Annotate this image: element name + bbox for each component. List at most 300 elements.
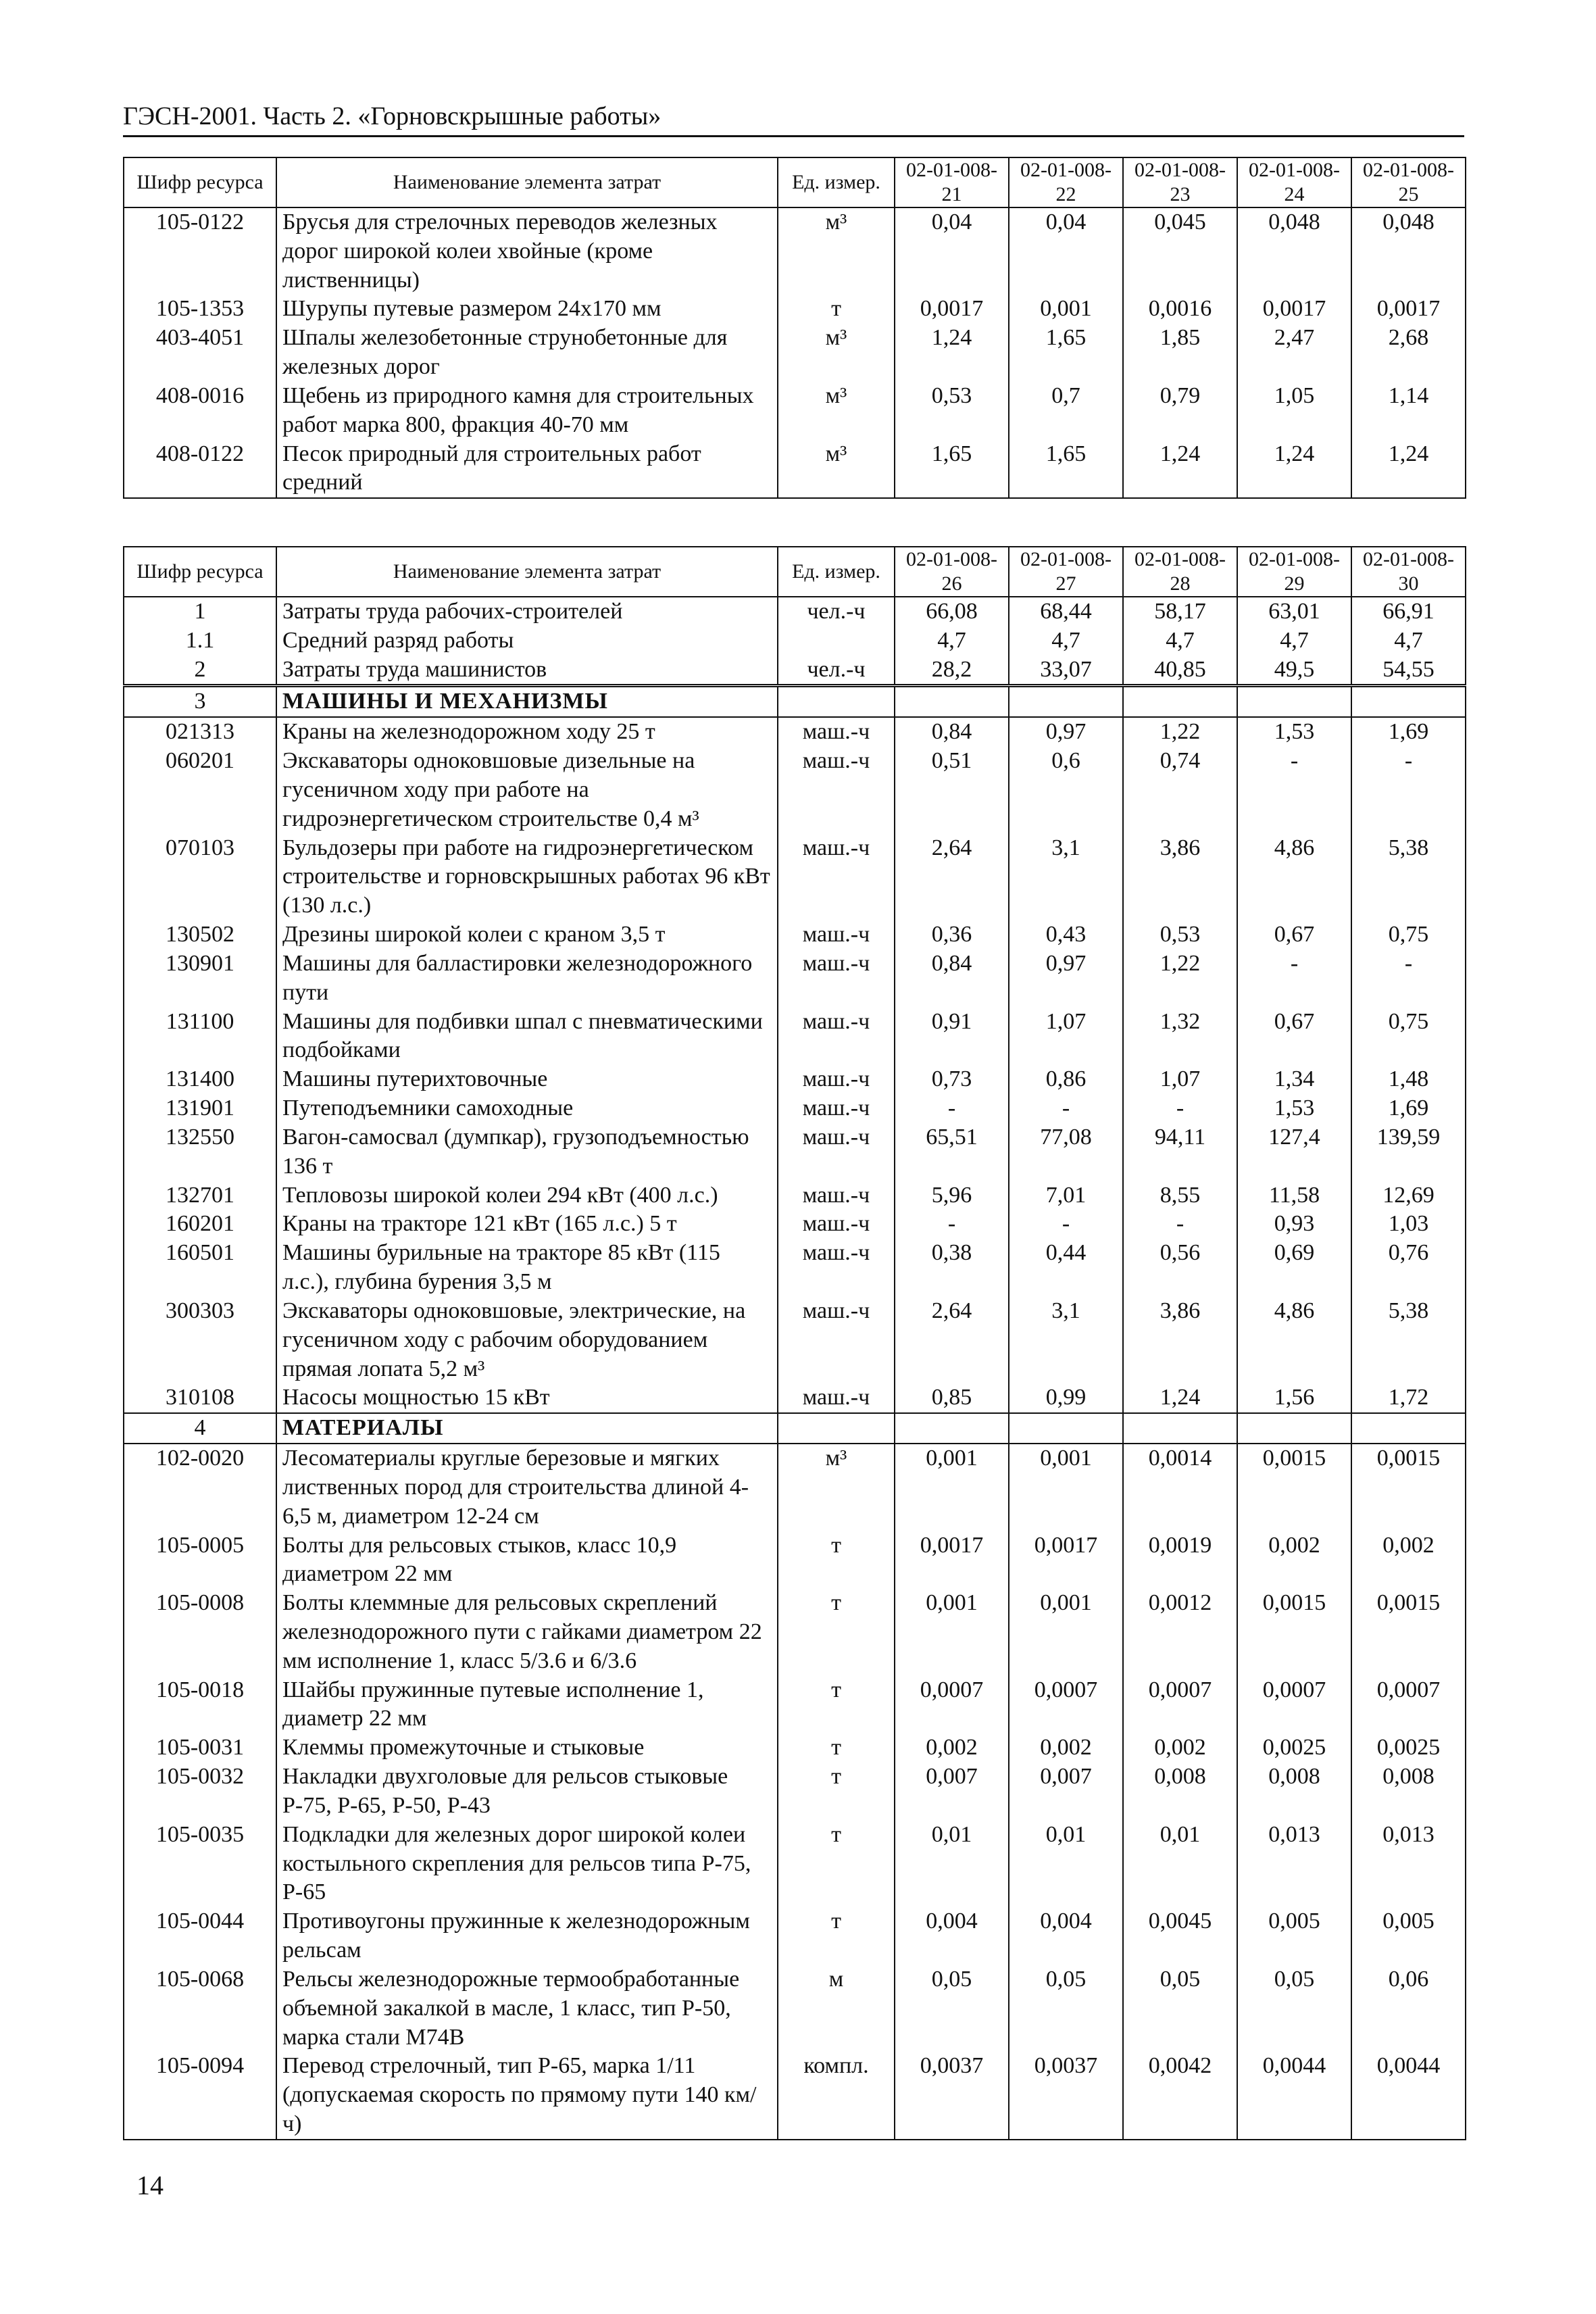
cell-name: Машины для балластировки железнодорожного пути xyxy=(276,950,778,1008)
cell-name: Тепловозы широкой колеи 294 кВт (400 л.с.) xyxy=(276,1181,778,1210)
cell-value: 0,91 xyxy=(895,1008,1009,1066)
cell-unit: маш.-ч xyxy=(778,1008,895,1066)
column-header: 02-01-008-21 xyxy=(895,157,1009,207)
cell-value: 0,0015 xyxy=(1237,1589,1351,1675)
cell-value: 0,79 xyxy=(1123,382,1237,440)
cell-value: 1,32 xyxy=(1123,1008,1237,1066)
cell-value: 1,53 xyxy=(1237,1094,1351,1123)
cell-name: Краны на тракторе 121 кВт (165 л.с.) 5 т xyxy=(276,1210,778,1239)
cell-value: 0,05 xyxy=(1009,1965,1123,2052)
cell-value: 1,24 xyxy=(1123,1383,1237,1413)
cell-value: 0,0019 xyxy=(1123,1531,1237,1590)
cell-value: 0,0045 xyxy=(1123,1907,1237,1965)
cell-name: Брусья для стрелочных переводов железных дорог широкой колеи хвойные (кроме лиственницы) xyxy=(276,207,778,295)
cell-value: - xyxy=(1123,1094,1237,1123)
cell-unit xyxy=(778,626,895,656)
cell-value: - xyxy=(1009,1094,1123,1123)
cell-name: Шайбы пружинные путевые исполнение 1, диаметр 22 мм xyxy=(276,1676,778,1734)
table-row xyxy=(124,1065,1466,1094)
cell-value: 11,58 xyxy=(1237,1181,1351,1210)
cell-value: 4,7 xyxy=(1123,626,1237,656)
table-row xyxy=(124,950,1466,1008)
table-row xyxy=(124,656,1466,686)
table-body xyxy=(124,207,1466,498)
cell-value: 1,69 xyxy=(1351,717,1466,747)
cell-name: Рельсы железнодорожные термообработанные объемной закалкой в масле, 1 класс, тип Р-50, марка стали М74В xyxy=(276,1965,778,2052)
cell-value: 0,048 xyxy=(1351,207,1466,295)
cell-value: 2,64 xyxy=(895,834,1009,920)
cell-value: 5,96 xyxy=(895,1181,1009,1210)
cell-value: 0,0025 xyxy=(1351,1733,1466,1763)
table-row xyxy=(124,1821,1466,1907)
cell-value: 3,86 xyxy=(1123,834,1237,920)
cell-code: 2 xyxy=(124,656,276,686)
column-header: Ед. измер. xyxy=(778,157,895,207)
cell-value: 3,1 xyxy=(1009,1297,1123,1383)
cell-value: 0,002 xyxy=(1237,1531,1351,1590)
cell-value: 0,001 xyxy=(1009,295,1123,324)
cell-code: 1.1 xyxy=(124,626,276,656)
cell-value: 0,0007 xyxy=(1351,1676,1466,1734)
cell-code: 105-0018 xyxy=(124,1676,276,1734)
cell-unit: м³ xyxy=(778,382,895,440)
cell-value: 0,001 xyxy=(895,1444,1009,1531)
cell-value: 0,008 xyxy=(1123,1763,1237,1821)
cell-value: 0,0025 xyxy=(1237,1733,1351,1763)
cell-code: 408-0122 xyxy=(124,440,276,499)
cell-name: Вагон-самосвал (думпкар), грузоподъемностью 136 т xyxy=(276,1123,778,1181)
cell-value: 1,53 xyxy=(1237,717,1351,747)
table-row xyxy=(124,324,1466,382)
cell-value: 1,56 xyxy=(1237,1383,1351,1413)
cell-name: Противоугоны пружинные к железнодорожным рельсам xyxy=(276,1907,778,1965)
cell-value: 0,53 xyxy=(895,382,1009,440)
cell-value: 66,91 xyxy=(1351,597,1466,626)
table-row xyxy=(124,717,1466,747)
cell-value: 77,08 xyxy=(1009,1123,1123,1181)
cell-value: - xyxy=(1237,747,1351,833)
cell-unit: т xyxy=(778,1589,895,1675)
cell-value: 0,0017 xyxy=(895,1531,1009,1590)
cell-value: 1,07 xyxy=(1123,1065,1237,1094)
resource-table-1 xyxy=(123,157,1466,499)
cell-value: 4,7 xyxy=(1351,626,1466,656)
table-row xyxy=(124,1123,1466,1181)
cell-value: 0,84 xyxy=(895,717,1009,747)
cell-value: 0,0015 xyxy=(1351,1444,1466,1531)
cell-name: Машины для подбивки шпал с пневматическими подбойками xyxy=(276,1008,778,1066)
table-row xyxy=(124,2052,1466,2139)
cell-unit: маш.-ч xyxy=(778,1094,895,1123)
cell-value: 5,38 xyxy=(1351,834,1466,920)
table-row xyxy=(124,1907,1466,1965)
cell-value: - xyxy=(1009,1210,1123,1239)
cell-value: 54,55 xyxy=(1351,656,1466,686)
cell-value: 0,06 xyxy=(1351,1965,1466,2052)
cell-unit: чел.-ч xyxy=(778,656,895,686)
column-header: 02-01-008-29 xyxy=(1237,547,1351,597)
cell-unit xyxy=(778,686,895,717)
cell-unit: маш.-ч xyxy=(778,834,895,920)
cell-code: 3 xyxy=(124,686,276,717)
cell-value: 0,38 xyxy=(895,1239,1009,1297)
cell-name: Лесоматериалы круглые березовые и мягких лиственных пород для строительства длиной 4-6,5 м, диаметром 12-24 см xyxy=(276,1444,778,1531)
cell-value: 0,008 xyxy=(1237,1763,1351,1821)
table-header-row xyxy=(124,157,1466,207)
cell-code: 105-0035 xyxy=(124,1821,276,1907)
cell-value: 1,05 xyxy=(1237,382,1351,440)
cell-value: 0,75 xyxy=(1351,1008,1466,1066)
cell-code: 310108 xyxy=(124,1383,276,1413)
cell-value: 0,007 xyxy=(895,1763,1009,1821)
cell-value: 0,0017 xyxy=(1009,1531,1123,1590)
cell-unit: м³ xyxy=(778,207,895,295)
cell-value: 1,24 xyxy=(1123,440,1237,499)
cell-value: 0,43 xyxy=(1009,920,1123,950)
cell-value: - xyxy=(895,1094,1009,1123)
cell-unit xyxy=(778,1413,895,1444)
cell-name: Экскаваторы одноковшовые дизельные на гусеничном ходу при работе на гидроэнергетическом строительстве 0,4 м³ xyxy=(276,747,778,833)
cell-code: 131901 xyxy=(124,1094,276,1123)
cell-code: 4 xyxy=(124,1413,276,1444)
cell-value: 4,7 xyxy=(895,626,1009,656)
cell-value: 0,0012 xyxy=(1123,1589,1237,1675)
cell-value: 1,65 xyxy=(895,440,1009,499)
cell-value xyxy=(895,686,1009,717)
cell-code: 408-0016 xyxy=(124,382,276,440)
cell-unit: т xyxy=(778,1531,895,1590)
cell-value: - xyxy=(895,1210,1009,1239)
cell-value: 0,69 xyxy=(1237,1239,1351,1297)
cell-value: 63,01 xyxy=(1237,597,1351,626)
cell-code: 105-0044 xyxy=(124,1907,276,1965)
cell-value: 0,67 xyxy=(1237,920,1351,950)
cell-code: 105-0068 xyxy=(124,1965,276,2052)
cell-value: 1,34 xyxy=(1237,1065,1351,1094)
cell-unit: м xyxy=(778,1965,895,2052)
cell-value xyxy=(1351,1413,1466,1444)
table-row xyxy=(124,382,1466,440)
table-row xyxy=(124,1181,1466,1210)
cell-name: Машины путерихтовочные xyxy=(276,1065,778,1094)
cell-value: 1,72 xyxy=(1351,1383,1466,1413)
cell-value: 0,05 xyxy=(1123,1965,1237,2052)
cell-value: 0,013 xyxy=(1237,1821,1351,1907)
cell-unit: м³ xyxy=(778,440,895,499)
cell-value: 0,013 xyxy=(1351,1821,1466,1907)
cell-code: 105-0032 xyxy=(124,1763,276,1821)
cell-value: 0,0044 xyxy=(1351,2052,1466,2139)
cell-value: 0,05 xyxy=(1237,1965,1351,2052)
cell-name: Песок природный для строительных работ средний xyxy=(276,440,778,499)
cell-unit: маш.-ч xyxy=(778,1239,895,1297)
cell-code: 130901 xyxy=(124,950,276,1008)
column-header: Наименование элемента затрат xyxy=(276,547,778,597)
cell-value: 0,01 xyxy=(895,1821,1009,1907)
cell-code: 105-0005 xyxy=(124,1531,276,1590)
cell-value xyxy=(1009,1413,1123,1444)
cell-value: 0,0017 xyxy=(1237,295,1351,324)
cell-value: 139,59 xyxy=(1351,1123,1466,1181)
cell-value: - xyxy=(1351,747,1466,833)
cell-value: 28,2 xyxy=(895,656,1009,686)
cell-code: 105-0094 xyxy=(124,2052,276,2139)
cell-value: 0,005 xyxy=(1237,1907,1351,1965)
cell-value: 1,03 xyxy=(1351,1210,1466,1239)
cell-value xyxy=(1237,686,1351,717)
cell-name: Затраты труда машинистов xyxy=(276,656,778,686)
cell-unit: т xyxy=(778,1733,895,1763)
cell-unit: т xyxy=(778,295,895,324)
table-row xyxy=(124,440,1466,499)
cell-unit: маш.-ч xyxy=(778,717,895,747)
cell-value: 0,0007 xyxy=(1237,1676,1351,1734)
cell-name: Подкладки для железных дорог широкой колеи костыльного скрепления для рельсов типа Р-75, Р-65 xyxy=(276,1821,778,1907)
cell-value: 0,002 xyxy=(895,1733,1009,1763)
cell-value: 3,1 xyxy=(1009,834,1123,920)
cell-value: 3,86 xyxy=(1123,1297,1237,1383)
cell-value: 0,05 xyxy=(895,1965,1009,2052)
cell-value: 4,86 xyxy=(1237,1297,1351,1383)
cell-value: 0,048 xyxy=(1237,207,1351,295)
cell-value: 0,86 xyxy=(1009,1065,1123,1094)
cell-value: 0,99 xyxy=(1009,1383,1123,1413)
cell-value: 0,73 xyxy=(895,1065,1009,1094)
cell-unit: м³ xyxy=(778,324,895,382)
column-header: 02-01-008-26 xyxy=(895,547,1009,597)
cell-unit: маш.-ч xyxy=(778,920,895,950)
cell-code: 160501 xyxy=(124,1239,276,1297)
cell-value: 4,86 xyxy=(1237,834,1351,920)
cell-value: 0,0037 xyxy=(1009,2052,1123,2139)
cell-value: - xyxy=(1351,950,1466,1008)
section-row xyxy=(124,686,1466,717)
column-header: 02-01-008-22 xyxy=(1009,157,1123,207)
cell-value: 2,68 xyxy=(1351,324,1466,382)
cell-value: 0,53 xyxy=(1123,920,1237,950)
table-row xyxy=(124,1589,1466,1675)
cell-value: 0,007 xyxy=(1009,1763,1123,1821)
cell-code: 021313 xyxy=(124,717,276,747)
cell-value: 8,55 xyxy=(1123,1181,1237,1210)
cell-unit: т xyxy=(778,1907,895,1965)
cell-unit: маш.-ч xyxy=(778,747,895,833)
cell-name: МАТЕРИАЛЫ xyxy=(276,1413,778,1444)
cell-value: 0,6 xyxy=(1009,747,1123,833)
cell-value: 0,85 xyxy=(895,1383,1009,1413)
cell-unit: м³ xyxy=(778,1444,895,1531)
cell-value xyxy=(1237,1413,1351,1444)
cell-value: 0,7 xyxy=(1009,382,1123,440)
cell-value: 4,7 xyxy=(1237,626,1351,656)
cell-value: - xyxy=(1237,950,1351,1008)
cell-code: 1 xyxy=(124,597,276,626)
cell-name: Путеподъемники самоходные xyxy=(276,1094,778,1123)
cell-value: 0,97 xyxy=(1009,717,1123,747)
column-header: 02-01-008-24 xyxy=(1237,157,1351,207)
cell-value: 1,22 xyxy=(1123,950,1237,1008)
table-row xyxy=(124,920,1466,950)
cell-value: 0,84 xyxy=(895,950,1009,1008)
cell-code: 105-1353 xyxy=(124,295,276,324)
cell-value: 1,85 xyxy=(1123,324,1237,382)
cell-unit: маш.-ч xyxy=(778,1123,895,1181)
cell-value xyxy=(1123,686,1237,717)
column-header: Наименование элемента затрат xyxy=(276,157,778,207)
cell-value: 0,008 xyxy=(1351,1763,1466,1821)
cell-unit: маш.-ч xyxy=(778,950,895,1008)
cell-name: Перевод стрелочный, тип Р-65, марка 1/11 (допускаемая скорость по прямому пути 140 км/ч) xyxy=(276,2052,778,2139)
cell-value: 0,93 xyxy=(1237,1210,1351,1239)
cell-value: 2,47 xyxy=(1237,324,1351,382)
table-row xyxy=(124,747,1466,833)
cell-value: 0,005 xyxy=(1351,1907,1466,1965)
column-header: 02-01-008-28 xyxy=(1123,547,1237,597)
cell-value: 0,045 xyxy=(1123,207,1237,295)
page-header: ГЭСН-2001. Часть 2. «Горновскрышные работы» xyxy=(123,101,1464,137)
cell-value: 0,001 xyxy=(1009,1589,1123,1675)
column-header: Шифр ресурса xyxy=(124,157,276,207)
cell-value: 0,0037 xyxy=(895,2052,1009,2139)
table-row xyxy=(124,1763,1466,1821)
cell-value: 66,08 xyxy=(895,597,1009,626)
cell-value xyxy=(1009,686,1123,717)
cell-code: 131100 xyxy=(124,1008,276,1066)
cell-value xyxy=(895,1413,1009,1444)
cell-name: Шурупы путевые размером 24х170 мм xyxy=(276,295,778,324)
cell-name: Щебень из природного камня для строительных работ марка 800, фракция 40-70 мм xyxy=(276,382,778,440)
cell-value: 58,17 xyxy=(1123,597,1237,626)
page-number: 14 xyxy=(136,2170,164,2200)
cell-name: Краны на железнодорожном ходу 25 т xyxy=(276,717,778,747)
column-header: 02-01-008-27 xyxy=(1009,547,1123,597)
cell-value xyxy=(1351,686,1466,717)
cell-value: 65,51 xyxy=(895,1123,1009,1181)
cell-value: 0,001 xyxy=(1009,1444,1123,1531)
resource-table-2 xyxy=(123,546,1466,2140)
cell-value: 0,0015 xyxy=(1237,1444,1351,1531)
cell-code: 132701 xyxy=(124,1181,276,1210)
column-header: Ед. измер. xyxy=(778,547,895,597)
cell-value: 0,51 xyxy=(895,747,1009,833)
cell-code: 160201 xyxy=(124,1210,276,1239)
cell-value: 0,001 xyxy=(895,1589,1009,1675)
table-row xyxy=(124,597,1466,626)
table-row xyxy=(124,834,1466,920)
cell-value: 0,44 xyxy=(1009,1239,1123,1297)
cell-value: 2,64 xyxy=(895,1297,1009,1383)
cell-value: 33,07 xyxy=(1009,656,1123,686)
cell-code: 105-0031 xyxy=(124,1733,276,1763)
cell-unit: маш.-ч xyxy=(778,1065,895,1094)
cell-name: Дрезины широкой колеи с краном 3,5 т xyxy=(276,920,778,950)
cell-value: 0,0016 xyxy=(1123,295,1237,324)
cell-name: Средний разряд работы xyxy=(276,626,778,656)
cell-value: 0,002 xyxy=(1351,1531,1466,1590)
cell-value: 0,74 xyxy=(1123,747,1237,833)
cell-value: 0,97 xyxy=(1009,950,1123,1008)
cell-value: 1,14 xyxy=(1351,382,1466,440)
cell-value: 1,65 xyxy=(1009,324,1123,382)
cell-value: - xyxy=(1123,1210,1237,1239)
cell-value: 1,24 xyxy=(1351,440,1466,499)
cell-code: 060201 xyxy=(124,747,276,833)
cell-unit: т xyxy=(778,1821,895,1907)
cell-name: Накладки двухголовые для рельсов стыковые Р-75, Р-65, Р-50, Р-43 xyxy=(276,1763,778,1821)
cell-value: 0,01 xyxy=(1009,1821,1123,1907)
cell-unit: т xyxy=(778,1676,895,1734)
cell-name: Затраты труда рабочих-строителей xyxy=(276,597,778,626)
cell-name: Клеммы промежуточные и стыковые xyxy=(276,1733,778,1763)
section-row xyxy=(124,1413,1466,1444)
cell-value: 1,22 xyxy=(1123,717,1237,747)
cell-code: 102-0020 xyxy=(124,1444,276,1531)
cell-value: 12,69 xyxy=(1351,1181,1466,1210)
cell-value: 0,0015 xyxy=(1351,1589,1466,1675)
cell-name: Насосы мощностью 15 кВт xyxy=(276,1383,778,1413)
table-row xyxy=(124,1383,1466,1413)
cell-unit: чел.-ч xyxy=(778,597,895,626)
cell-value: 1,69 xyxy=(1351,1094,1466,1123)
cell-value: 1,65 xyxy=(1009,440,1123,499)
column-header: 02-01-008-23 xyxy=(1123,157,1237,207)
cell-value: 0,01 xyxy=(1123,1821,1237,1907)
cell-unit: компл. xyxy=(778,2052,895,2139)
cell-code: 105-0122 xyxy=(124,207,276,295)
table-row xyxy=(124,1008,1466,1066)
table-row xyxy=(124,626,1466,656)
table-row xyxy=(124,1094,1466,1123)
cell-unit: маш.-ч xyxy=(778,1297,895,1383)
cell-value: 0,0044 xyxy=(1237,2052,1351,2139)
cell-value: 49,5 xyxy=(1237,656,1351,686)
table-row xyxy=(124,295,1466,324)
cell-unit: маш.-ч xyxy=(778,1383,895,1413)
column-header: 02-01-008-25 xyxy=(1351,157,1466,207)
table-header-row xyxy=(124,547,1466,597)
table-row xyxy=(124,1733,1466,1763)
table-row xyxy=(124,207,1466,295)
cell-value: 0,76 xyxy=(1351,1239,1466,1297)
table-row xyxy=(124,1676,1466,1734)
cell-code: 132550 xyxy=(124,1123,276,1181)
cell-unit: т xyxy=(778,1763,895,1821)
cell-value: 0,04 xyxy=(1009,207,1123,295)
cell-value: 0,04 xyxy=(895,207,1009,295)
cell-value: 0,004 xyxy=(1009,1907,1123,1965)
cell-value: 0,0007 xyxy=(1009,1676,1123,1734)
cell-unit: маш.-ч xyxy=(778,1210,895,1239)
cell-value: 0,36 xyxy=(895,920,1009,950)
cell-value: 40,85 xyxy=(1123,656,1237,686)
cell-code: 403-4051 xyxy=(124,324,276,382)
cell-value: 0,002 xyxy=(1009,1733,1123,1763)
cell-value: 0,002 xyxy=(1123,1733,1237,1763)
cell-value: 0,0017 xyxy=(1351,295,1466,324)
cell-value: 0,004 xyxy=(895,1907,1009,1965)
cell-value xyxy=(1123,1413,1237,1444)
column-header: Шифр ресурса xyxy=(124,547,276,597)
cell-value: 0,56 xyxy=(1123,1239,1237,1297)
cell-name: Шпалы железобетонные струнобетонные для железных дорог xyxy=(276,324,778,382)
cell-value: 0,0014 xyxy=(1123,1444,1237,1531)
cell-value: 0,0007 xyxy=(895,1676,1009,1734)
cell-value: 4,7 xyxy=(1009,626,1123,656)
cell-value: 1,24 xyxy=(1237,440,1351,499)
cell-value: 5,38 xyxy=(1351,1297,1466,1383)
cell-name: Экскаваторы одноковшовые, электрические, на гусеничном ходу с рабочим оборудованием прямая лопата 5,2 м³ xyxy=(276,1297,778,1383)
cell-value: 0,0017 xyxy=(895,295,1009,324)
